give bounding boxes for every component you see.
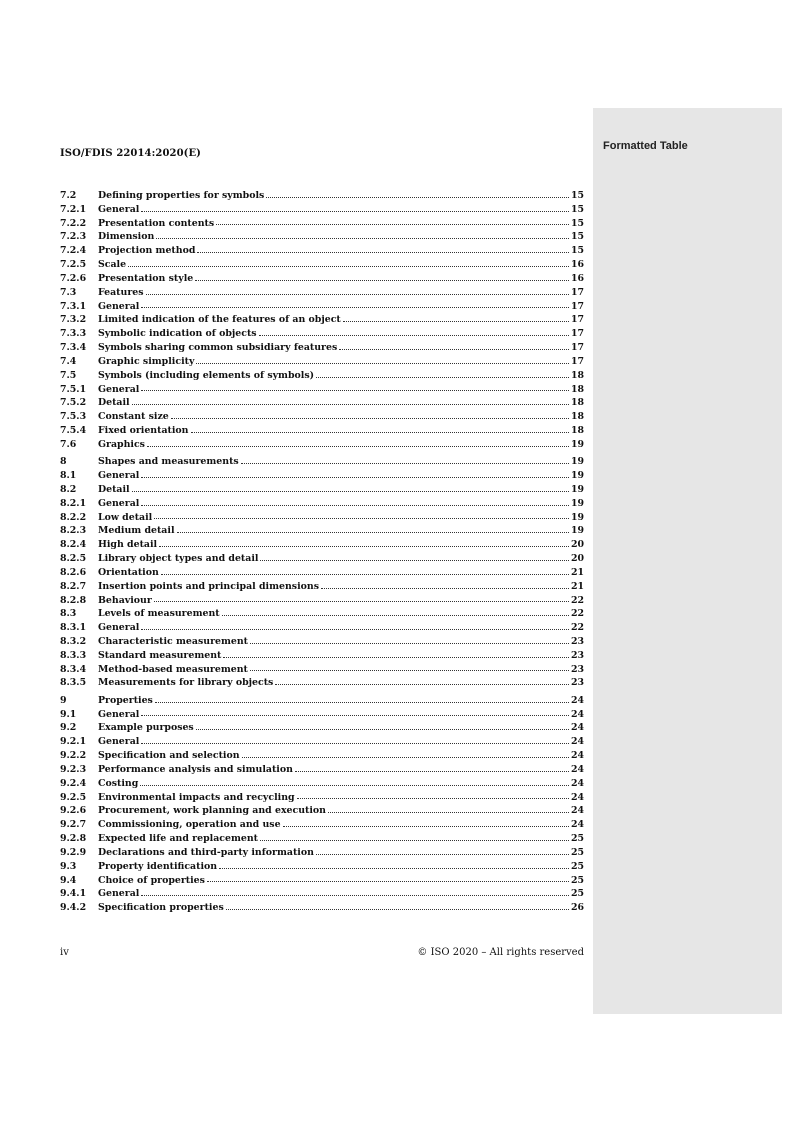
toc-entry-number: 7.2 xyxy=(60,190,77,201)
toc-dot-leader xyxy=(295,771,569,772)
toc-entry-page: 16 xyxy=(570,259,584,271)
page-number: iv xyxy=(60,947,69,958)
toc-entry-number: 7.2.1 xyxy=(60,203,87,215)
toc-entry[interactable] xyxy=(60,676,584,690)
toc-entry-title: General xyxy=(98,622,140,634)
toc-entry-page: 17 xyxy=(570,328,584,340)
toc-entry-title: Declarations and third-party information xyxy=(98,846,314,858)
toc-dot-leader xyxy=(147,446,569,447)
toc-dot-leader xyxy=(171,418,569,419)
toc-entry-number: 9.3 xyxy=(60,860,77,872)
toc-entry-title: General xyxy=(98,497,140,509)
toc-dot-leader xyxy=(140,785,569,786)
toc-entry-page: 19 xyxy=(570,511,584,523)
toc-dot-leader xyxy=(343,321,569,322)
toc-entry-title: Performance analysis and simulation xyxy=(98,763,293,775)
toc-entry[interactable] xyxy=(60,708,584,722)
toc-entry-page: 25 xyxy=(570,846,584,858)
toc-dot-leader xyxy=(141,629,569,630)
toc-entry[interactable] xyxy=(60,469,584,483)
toc-entry-title: Costing xyxy=(98,777,139,789)
toc-dot-leader xyxy=(161,574,569,575)
toc-entry[interactable] xyxy=(60,694,584,708)
toc-dot-leader xyxy=(141,390,569,391)
toc-entry[interactable] xyxy=(60,832,584,846)
toc-entry-title: General xyxy=(98,888,140,900)
toc-entry-title: Fixed orientation xyxy=(98,425,189,437)
toc-entry-page: 23 xyxy=(570,677,584,689)
toc-entry-number: 8.2 xyxy=(60,483,77,495)
toc-entry[interactable] xyxy=(60,763,584,777)
toc-entry-page: 23 xyxy=(570,649,584,661)
toc-dot-leader xyxy=(316,854,569,855)
toc-entry-number: 9.2.1 xyxy=(60,736,87,748)
toc-entry-page: 17 xyxy=(570,355,584,367)
toc-entry-page: 17 xyxy=(570,314,584,326)
toc-entry-title: Limited indication of the features of an object xyxy=(98,314,341,326)
toc-entry-page: 21 xyxy=(570,566,584,578)
toc-entry-page: 16 xyxy=(570,272,584,284)
toc-dot-leader xyxy=(283,826,569,827)
toc-dot-leader xyxy=(141,743,569,744)
toc-dot-leader xyxy=(159,546,569,547)
toc-dot-leader xyxy=(250,643,569,644)
toc-entry-title: Symbols sharing common subsidiary features xyxy=(98,342,338,354)
toc-entry-number: 9.2.4 xyxy=(60,777,87,789)
toc-entry-page: 19 xyxy=(570,470,584,482)
toc-entry-page: 24 xyxy=(570,750,584,762)
toc-entry-number: 8.3.3 xyxy=(60,649,87,661)
toc-entry-title: Choice of properties xyxy=(98,874,205,886)
toc-entry[interactable] xyxy=(60,860,584,874)
toc-entry-title: Graphics xyxy=(98,438,145,450)
toc-entry[interactable] xyxy=(60,396,584,410)
toc-dot-leader xyxy=(223,657,569,658)
toc-entry[interactable] xyxy=(60,791,584,805)
toc-entry-title: Properties xyxy=(98,694,153,706)
toc-entry-number: 8.3.5 xyxy=(60,677,87,689)
toc-entry-title: Detail xyxy=(98,483,130,495)
toc-dot-leader xyxy=(155,702,569,703)
toc-entry-title: Low detail xyxy=(98,511,153,523)
toc-dot-leader xyxy=(141,307,569,308)
toc-entry-title: Presentation style xyxy=(98,272,194,284)
toc-dot-leader xyxy=(226,909,569,910)
toc-dot-leader xyxy=(141,505,569,506)
toc-entry-title: Defining properties for symbols xyxy=(98,190,265,201)
toc-entry-page: 26 xyxy=(570,902,584,914)
toc-entry[interactable] xyxy=(60,189,584,203)
toc-dot-leader xyxy=(216,224,569,225)
toc-dot-leader xyxy=(132,491,569,492)
toc-entry-title: High detail xyxy=(98,539,158,551)
toc-entry-page: 19 xyxy=(570,483,584,495)
toc-entry-page: 15 xyxy=(570,217,584,229)
toc-dot-leader xyxy=(260,840,569,841)
toc-entry-page: 15 xyxy=(570,190,584,201)
toc-entry[interactable] xyxy=(60,300,584,314)
toc-entry-title: Library object types and detail xyxy=(98,553,259,565)
toc-entry-title: Graphic simplicity xyxy=(98,355,195,367)
toc-entry-number: 9.2.6 xyxy=(60,805,87,817)
toc-entry[interactable] xyxy=(60,749,584,763)
toc-entry-number: 8.2.5 xyxy=(60,553,87,565)
toc-entry-title: Environmental impacts and recycling xyxy=(98,791,295,803)
toc-entry-page: 24 xyxy=(570,819,584,831)
toc-entry-page: 22 xyxy=(570,594,584,606)
toc-entry-number: 8.2.1 xyxy=(60,497,87,509)
copyright-notice: © ISO 2020 – All rights reserved xyxy=(417,947,584,958)
toc-entry-page: 24 xyxy=(570,694,584,706)
toc-dot-leader xyxy=(321,588,569,589)
toc-entry-page: 24 xyxy=(570,736,584,748)
toc-entry-page: 25 xyxy=(570,860,584,872)
toc-entry-page: 18 xyxy=(570,425,584,437)
toc-entry[interactable] xyxy=(60,566,584,580)
toc-entry-title: Scale xyxy=(98,259,127,271)
toc-entry-number: 8.3.1 xyxy=(60,622,87,634)
toc-entry-page: 15 xyxy=(570,231,584,243)
toc-entry[interactable] xyxy=(60,818,584,832)
toc-entry-page: 25 xyxy=(570,888,584,900)
toc-entry[interactable] xyxy=(60,410,584,424)
toc-entry[interactable] xyxy=(60,203,584,217)
toc-dot-leader xyxy=(141,715,569,716)
toc-entry-number: 8.2.6 xyxy=(60,566,87,578)
toc-dot-leader xyxy=(128,266,569,267)
toc-entry-number: 9.4.2 xyxy=(60,902,87,914)
toc-entry[interactable] xyxy=(60,258,584,272)
toc-entry[interactable] xyxy=(60,369,584,383)
toc-entry-title: General xyxy=(98,708,140,720)
toc-dot-leader xyxy=(146,294,569,295)
toc-dot-leader xyxy=(328,812,569,813)
toc-entry-number: 9.2.8 xyxy=(60,833,87,845)
toc-entry-title: Property identification xyxy=(98,860,218,872)
toc-entry-number: 8.3.4 xyxy=(60,663,87,675)
toc-entry-title: General xyxy=(98,203,140,215)
toc-entry-number: 7.3.2 xyxy=(60,314,87,326)
toc-entry[interactable] xyxy=(60,580,584,594)
toc-entry-number: 9 xyxy=(60,694,67,706)
toc-entry-page: 15 xyxy=(570,203,584,215)
toc-entry-title: Shapes and measurements xyxy=(98,456,239,468)
toc-entry-title: Levels of measurement xyxy=(98,608,220,620)
toc-entry-number: 7.2.3 xyxy=(60,231,87,243)
toc-entry[interactable] xyxy=(60,313,584,327)
toc-entry-title: Expected life and replacement xyxy=(98,833,258,845)
toc-entry-page: 25 xyxy=(570,874,584,886)
toc-entry-number: 7.5.4 xyxy=(60,425,87,437)
toc-entry-page: 24 xyxy=(570,791,584,803)
toc-entry-page: 24 xyxy=(570,777,584,789)
toc-entry[interactable] xyxy=(60,230,584,244)
toc-entry-number: 8.3.2 xyxy=(60,636,87,647)
toc-entry-title: Specification and selection xyxy=(98,750,240,762)
toc-entry-number: 7.2.6 xyxy=(60,272,87,284)
toc-dot-leader xyxy=(219,868,569,869)
toc-entry-page: 15 xyxy=(570,245,584,257)
toc-entry-page: 23 xyxy=(570,636,584,647)
toc-entry-number: 7.5.3 xyxy=(60,411,87,423)
toc-entry-page: 22 xyxy=(570,622,584,634)
toc-entry-number: 9.4 xyxy=(60,874,77,886)
toc-entry[interactable] xyxy=(60,874,584,888)
toc-entry-title: Example purposes xyxy=(98,722,194,734)
toc-entry[interactable] xyxy=(60,649,584,663)
toc-entry-page: 24 xyxy=(570,763,584,775)
toc-entry-number: 7.5.1 xyxy=(60,383,87,395)
toc-dot-leader xyxy=(177,532,569,533)
toc-entry[interactable] xyxy=(60,511,584,525)
toc-entry-page: 21 xyxy=(570,580,584,592)
toc-entry-number: 8 xyxy=(60,456,67,468)
toc-dot-leader xyxy=(154,518,569,519)
toc-entry-title: Features xyxy=(98,286,144,298)
toc-entry-number: 7.3.1 xyxy=(60,300,87,312)
toc-entry[interactable] xyxy=(60,383,584,397)
toc-dot-leader xyxy=(242,757,569,758)
toc-entry[interactable] xyxy=(60,594,584,608)
toc-dot-leader xyxy=(197,252,569,253)
toc-entry-page: 19 xyxy=(570,525,584,537)
toc-dot-leader xyxy=(141,477,569,478)
toc-entry[interactable] xyxy=(60,483,584,497)
toc-entry-page: 19 xyxy=(570,456,584,468)
toc-entry-number: 8.2.3 xyxy=(60,525,87,537)
toc-entry-number: 8.2.8 xyxy=(60,594,87,606)
toc-entry-title: General xyxy=(98,470,140,482)
toc-entry-number: 7.3 xyxy=(60,286,77,298)
toc-entry[interactable] xyxy=(60,901,584,915)
toc-entry-number: 7.5 xyxy=(60,369,77,381)
toc-entry-number: 9.2 xyxy=(60,722,77,734)
toc-entry-page: 24 xyxy=(570,805,584,817)
toc-entry-page: 18 xyxy=(570,369,584,381)
toc-entry-page: 18 xyxy=(570,397,584,409)
toc-dot-leader xyxy=(275,684,569,685)
toc-entry[interactable] xyxy=(60,846,584,860)
toc-dot-leader xyxy=(195,280,569,281)
toc-entry-title: Constant size xyxy=(98,411,169,423)
toc-entry-title: Insertion points and principal dimensions xyxy=(98,580,319,592)
toc-entry-title: Specification properties xyxy=(98,902,224,914)
toc-entry-title: Characteristic measurement xyxy=(98,636,248,647)
toc-entry-number: 9.2.9 xyxy=(60,846,87,858)
toc-entry-page: 19 xyxy=(570,438,584,450)
toc-dot-leader xyxy=(156,238,569,239)
toc-entry-number: 7.2.4 xyxy=(60,245,87,257)
toc-entry-page: 18 xyxy=(570,383,584,395)
toc-entry-number: 8.1 xyxy=(60,470,77,482)
toc-dot-leader xyxy=(132,404,569,405)
toc-entry-page: 20 xyxy=(570,553,584,565)
toc-entry[interactable] xyxy=(60,552,584,566)
toc-entry-number: 8.2.7 xyxy=(60,580,87,592)
toc-entry-title: Standard measurement xyxy=(98,649,222,661)
toc-entry[interactable] xyxy=(60,341,584,355)
toc-dot-leader xyxy=(196,363,569,364)
toc-entry-title: Medium detail xyxy=(98,525,175,537)
toc-entry[interactable] xyxy=(60,524,584,538)
toc-entry[interactable] xyxy=(60,455,584,469)
toc-entry-number: 9.2.7 xyxy=(60,819,87,831)
toc-entry-page: 22 xyxy=(570,608,584,620)
toc-entry[interactable] xyxy=(60,607,584,621)
toc-entry-number: 7.2.5 xyxy=(60,259,87,271)
toc-dot-leader xyxy=(339,349,569,350)
toc-entry-title: Dimension xyxy=(98,231,155,243)
toc-dot-leader xyxy=(241,463,569,464)
toc-entry-number: 8.2.2 xyxy=(60,511,87,523)
toc-entry-page: 17 xyxy=(570,286,584,298)
toc-entry-page: 20 xyxy=(570,539,584,551)
toc-entry-number: 8.3 xyxy=(60,608,77,620)
toc-entry[interactable] xyxy=(60,777,584,791)
toc-entry-page: 24 xyxy=(570,708,584,720)
toc-entry-number: 7.2.2 xyxy=(60,217,87,229)
toc-dot-leader xyxy=(191,432,569,433)
toc-entry[interactable] xyxy=(60,663,584,677)
toc-entry-page: 19 xyxy=(570,497,584,509)
toc-dot-leader xyxy=(266,197,569,198)
toc-entry-number: 8.2.4 xyxy=(60,539,87,551)
toc-entry-title: Orientation xyxy=(98,566,159,578)
toc-entry[interactable] xyxy=(60,244,584,258)
toc-entry[interactable] xyxy=(60,272,584,286)
toc-dot-leader xyxy=(141,895,569,896)
toc-entry-number: 9.2.5 xyxy=(60,791,87,803)
toc-entry-title: Symbolic indication of objects xyxy=(98,328,257,340)
toc-entry[interactable] xyxy=(60,538,584,552)
comment-pane xyxy=(593,108,782,1014)
toc-entry-number: 7.4 xyxy=(60,355,77,367)
toc-entry[interactable] xyxy=(60,621,584,635)
toc-entry[interactable] xyxy=(60,438,584,452)
toc-entry-number: 7.3.4 xyxy=(60,342,87,354)
toc-dot-leader xyxy=(316,377,569,378)
toc-entry[interactable] xyxy=(60,327,584,341)
toc-entry-page: 17 xyxy=(570,342,584,354)
toc-entry-title: Projection method xyxy=(98,245,196,257)
toc-entry-title: General xyxy=(98,383,140,395)
toc-dot-leader xyxy=(207,881,569,882)
toc-entry[interactable] xyxy=(60,424,584,438)
toc-entry-number: 9.4.1 xyxy=(60,888,87,900)
toc-entry-page: 25 xyxy=(570,833,584,845)
toc-dot-leader xyxy=(196,729,569,730)
toc-dot-leader xyxy=(297,798,569,799)
toc-entry-title: General xyxy=(98,300,140,312)
toc-entry-title: Measurements for library objects xyxy=(98,677,274,689)
toc-entry-number: 7.3.3 xyxy=(60,328,87,340)
toc-entry[interactable] xyxy=(60,497,584,511)
toc-dot-leader xyxy=(259,335,569,336)
toc-entry[interactable] xyxy=(60,887,584,901)
toc-entry-title: Commissioning, operation and use xyxy=(98,819,281,831)
toc-entry-page: 17 xyxy=(570,300,584,312)
toc-entry-page: 23 xyxy=(570,663,584,675)
toc-entry[interactable] xyxy=(60,286,584,300)
toc-entry[interactable] xyxy=(60,735,584,749)
toc-dot-leader xyxy=(141,211,569,212)
toc-entry-number: 9.2.2 xyxy=(60,750,87,762)
table-of-contents xyxy=(60,189,584,915)
toc-entry-page: 24 xyxy=(570,722,584,734)
document-id-header: ISO/FDIS 22014:2020(E) xyxy=(60,148,202,159)
toc-entry-page: 18 xyxy=(570,411,584,423)
toc-dot-leader xyxy=(222,615,569,616)
toc-entry-title: Symbols (including elements of symbols) xyxy=(98,369,315,381)
toc-entry-title: Procurement, work planning and execution xyxy=(98,805,326,817)
toc-dot-leader xyxy=(250,670,569,671)
toc-entry-title: Behaviour xyxy=(98,594,152,606)
toc-entry[interactable] xyxy=(60,635,584,649)
toc-entry[interactable] xyxy=(60,721,584,735)
toc-entry-number: 9.1 xyxy=(60,708,77,720)
toc-dot-leader xyxy=(260,560,569,561)
toc-entry-title: Method-based measurement xyxy=(98,663,248,675)
toc-dot-leader xyxy=(154,601,569,602)
toc-entry[interactable] xyxy=(60,804,584,818)
toc-entry-title: Detail xyxy=(98,397,130,409)
toc-entry[interactable] xyxy=(60,355,584,369)
toc-entry[interactable] xyxy=(60,217,584,231)
comment-pane-title: Formatted Table xyxy=(603,140,688,152)
toc-entry-title: Presentation contents xyxy=(98,217,215,229)
toc-entry-number: 9.2.3 xyxy=(60,763,87,775)
toc-entry-number: 7.5.2 xyxy=(60,397,87,409)
toc-entry-number: 7.6 xyxy=(60,438,77,450)
toc-entry-title: General xyxy=(98,736,140,748)
